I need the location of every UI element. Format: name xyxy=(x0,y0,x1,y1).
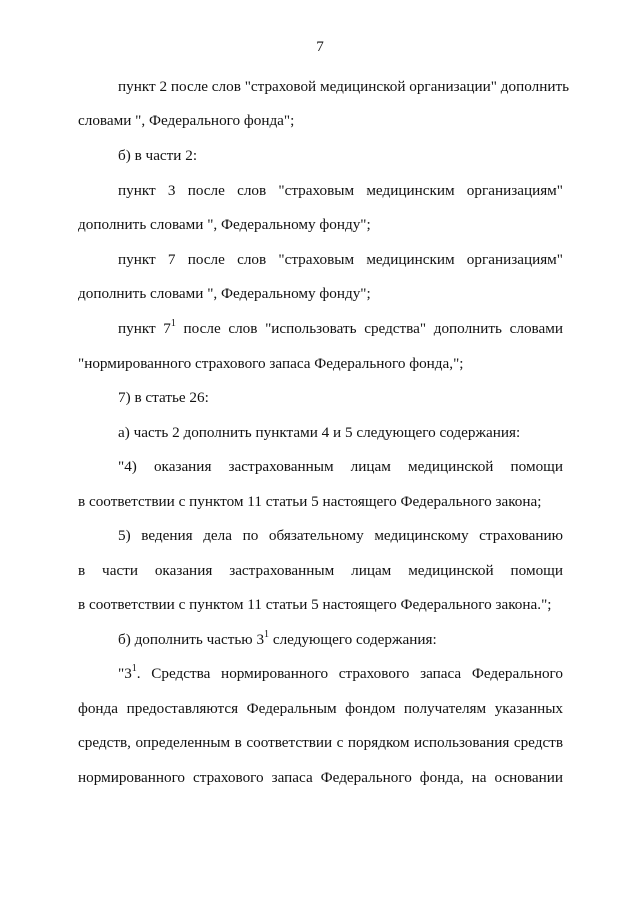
text-line: дополнить словами ", Федеральному фонду"; xyxy=(78,216,371,233)
text-line: "нормированного страхового запаса Федерального фонда,"; xyxy=(78,355,464,372)
text-line: пункт 3 после слов "страховым медицинским организациям" xyxy=(118,182,563,199)
text-line: нормированного страхового запаса Федерального фонда, на основании xyxy=(78,769,563,786)
text-line: б) дополнить частью $3^1$ следующего содержания: xyxy=(118,628,437,648)
text-line: в части оказания застрахованным лицам медицинской помощи xyxy=(78,562,563,579)
text-line: в соответствии с пунктом 11 статьи 5 настоящего Федерального закона; xyxy=(78,493,542,510)
superscript: 1 xyxy=(264,628,270,640)
text-line: средств, определенным в соответствии с порядком использования средств xyxy=(78,734,563,751)
text-line: пункт 2 после слов "страховой медицинской организации" дополнить xyxy=(118,78,570,95)
text-line: "$3^1$. Средства нормированного страхового запаса Федерального xyxy=(118,662,563,682)
text-line: б) в части 2: xyxy=(118,147,198,164)
text-line: 7) в статье 26: xyxy=(118,389,209,406)
text-line: пункт 7 после слов "страховым медицинским организациям" xyxy=(118,251,563,268)
page-number: 7 xyxy=(316,38,324,55)
superscript: 1 xyxy=(170,317,176,329)
text-line: словами ", Федерального фонда"; xyxy=(78,112,295,129)
text-line: 5) ведения дела по обязательному медицинскому страхованию xyxy=(118,527,563,544)
text-line: а) часть 2 дополнить пунктами 4 и 5 следующего содержания: xyxy=(118,424,521,441)
text-line: "4) оказания застрахованным лицам медицинской помощи xyxy=(118,458,563,475)
text-line: фонда предоставляются Федеральным фондом получателям указанных xyxy=(78,700,563,717)
superscript: 1 xyxy=(131,662,137,674)
text-line: пункт $7^1$ после слов "использовать средства" дополнить словами xyxy=(118,317,563,337)
text-line: в соответствии с пунктом 11 статьи 5 настоящего Федерального закона."; xyxy=(78,596,552,613)
text-line: дополнить словами ", Федеральному фонду"; xyxy=(78,285,371,302)
